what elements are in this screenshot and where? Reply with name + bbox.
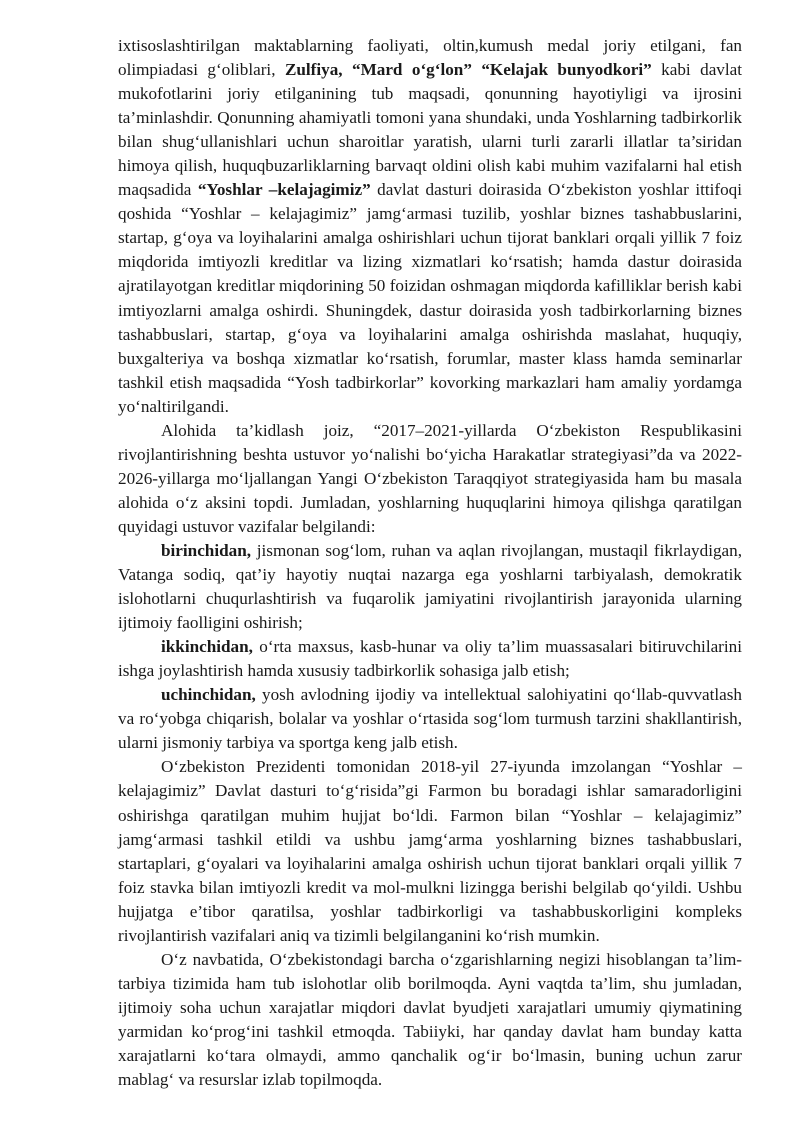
paragraph-4	[118, 635, 742, 683]
paragraph-5-lead: uchinchidan,	[161, 685, 256, 705]
paragraph-6: O‘zbekiston Prezidenti tomonidan 2018-yil 27-iyunda imzolangan “Yoshlar – kelajagimiz” Davlat dasturi to‘g‘risida”gi Farmon bu boradagi ishlar samaradorligini oshirishga qaratilgan muhim hujjat bo‘ldi. Farmon bilan “Yoshlar – kelajagimiz” jamg‘armasi tashkil etildi va ushbu jamg‘arma yoshlarning biznes tashabbuslari, startaplari, g‘oyalari va loyihalarini amalga oshirish uchun tijorat banklari orqali yillik 7 foiz stavka bilan imtiyozli kredit va mol-mulkni lizingga berishi belgilab qo‘yildi. Ushbu hujjatga e’tibor qaratilsa, yoshlar tadbirkorligi va tashabbuskorligini kompleks rivojlantirish vazifalari aniq va tizimli belgilanganini ko‘rish mumkin.	[118, 757, 742, 945]
paragraph-5	[118, 683, 742, 755]
paragraph-1	[118, 34, 742, 419]
document-page	[118, 34, 742, 1092]
paragraph-1-text-b: kabi davlat mukofotlarini joriy etilganining tub maqsadi, qonunning hayotiyligi va ijrosini ta’minlashdir. Qonunning ahamiyatli tomoni yana shundaki, unda Yoshlarning tadbirkorlik bilan shug‘ullanishlari uchun sharoitlar yaratish, ularni turli zararli illatlar ta’siridan himoya qilish, huquqbuzarliklarning barvaqt oldini olish kabi muhim vazifalarni hal etish maqsadida	[118, 60, 743, 200]
paragraph-2: Alohida ta’kidlash joiz, “2017–2021-yillarda O‘zbekiston Respublikasini rivojlantirishning beshta ustuvor yo‘nalishi bo‘yicha Harakatlar strategiyasi”da va 2022-2026-yillarga mo‘ljallangan Yangi O‘zbekiston Taraqqiyot strategiyasida ham bu masala alohida o‘z aksini topdi. Jumladan, yoshlarning huquqlarini himoya qilishga qaratilgan quyidagi ustuvor vazifalar belgilandi:	[118, 420, 742, 536]
paragraph-5-text: yosh avlodning ijodiy va intellektual salohiyatini qo‘llab-quvvatlash va ro‘yobga chiqarish, bolalar va yoshlar o‘rtasida sog‘lom turmush tarzini shakllantirish, ularni jismoniy tarbiya va sportga keng jalb etish.	[118, 685, 742, 753]
paragraph-1-text-c: davlat dasturi doirasida O‘zbekiston yoshlar ittifoqi qoshida “Yoshlar – kelajagimiz” jamg‘armasi tuzilib, yoshlar biznes tashabbuslarini, startap, g‘oya va loyihalarini amalga oshirishlari uchun tijorat banklari orqali yillik 7 foiz miqdorida imtiyozli kreditlar va lizing xizmatlari ko‘rsatish; hamda dastur doirasida ajratilayotgan kreditlar miqdorining 50 foizidan oshmagan miqdorda kafilliklar berish kabi imtiyozlarni amalga oshirdi. Shuningdek, dastur doirasida yosh tadbirkorlarning biznes tashabbuslari, startap, g‘oya va loyihalarini amalga oshirishda maslahat, huquqiy, buxgalteriya va boshqa xizmatlar ko‘rsatish, forumlar, master klass hamda seminarlar tashkil etish maqsadida “Yosh tadbirkorlar” kovorking markazlari ham amaliy yordamga yo‘naltirilgandi.	[118, 180, 742, 416]
paragraph-1-bold-awards: Zulfiya, “Mard o‘g‘lon” “Kelajak bunyodkori”	[284, 60, 652, 80]
paragraph-3	[118, 539, 742, 635]
paragraph-7: O‘z navbatida, O‘zbekistondagi barcha o‘zgarishlarning negizi hisoblangan ta’lim-tarbiya tizimida ham tub islohotlar olib borilmoqda. Ayni vaqtda ta’lim, shu jumladan, ijtimoiy soha uchun xarajatlar miqdori davlat byudjeti xarajatlari umumiy qiymatining yarmidan ko‘prog‘ini tashkil etmoqda. Tabiiyki, har qanday davlat ham bunday katta xarajatlarni ko‘tara olmaydi, ammo qanchalik og‘ir bo‘lmasin, buning uchun zarur mablag‘ va resurslar izlab topilmoqda.	[118, 949, 742, 1090]
paragraph-1-bold-program: “Yoshlar –kelajagimiz”	[197, 180, 371, 200]
paragraph-3-text: jismonan sog‘lom, ruhan va aqlan rivojlangan, mustaqil fikrlaydigan, Vatanga sodiq, qat’iy hayotiy nuqtai nazarga ega yoshlarni tarbiyalash, demokratik islohotlarni chuqurlashtirish va fuqarolik jamiyatini rivojlantirish jarayonida ularning ijtimoiy faolligini oshirish;	[118, 540, 742, 633]
paragraph-3-lead: birinchidan,	[161, 540, 252, 560]
paragraph-4-text: o‘rta maxsus, kasb-hunar va oliy ta’lim muassasalari bitiruvchilarini ishga joylashtirish hamda xususiy tadbirkorlik sohasiga jalb etish;	[118, 637, 742, 681]
paragraph-1-text-a: ixtisoslashtirilgan maktablarning faoliyati, oltin,kumush medal joriy etilgani, fan olimpiadasi g‘oliblari,	[118, 36, 742, 80]
paragraph-4-lead: ikkinchidan,	[161, 637, 253, 657]
